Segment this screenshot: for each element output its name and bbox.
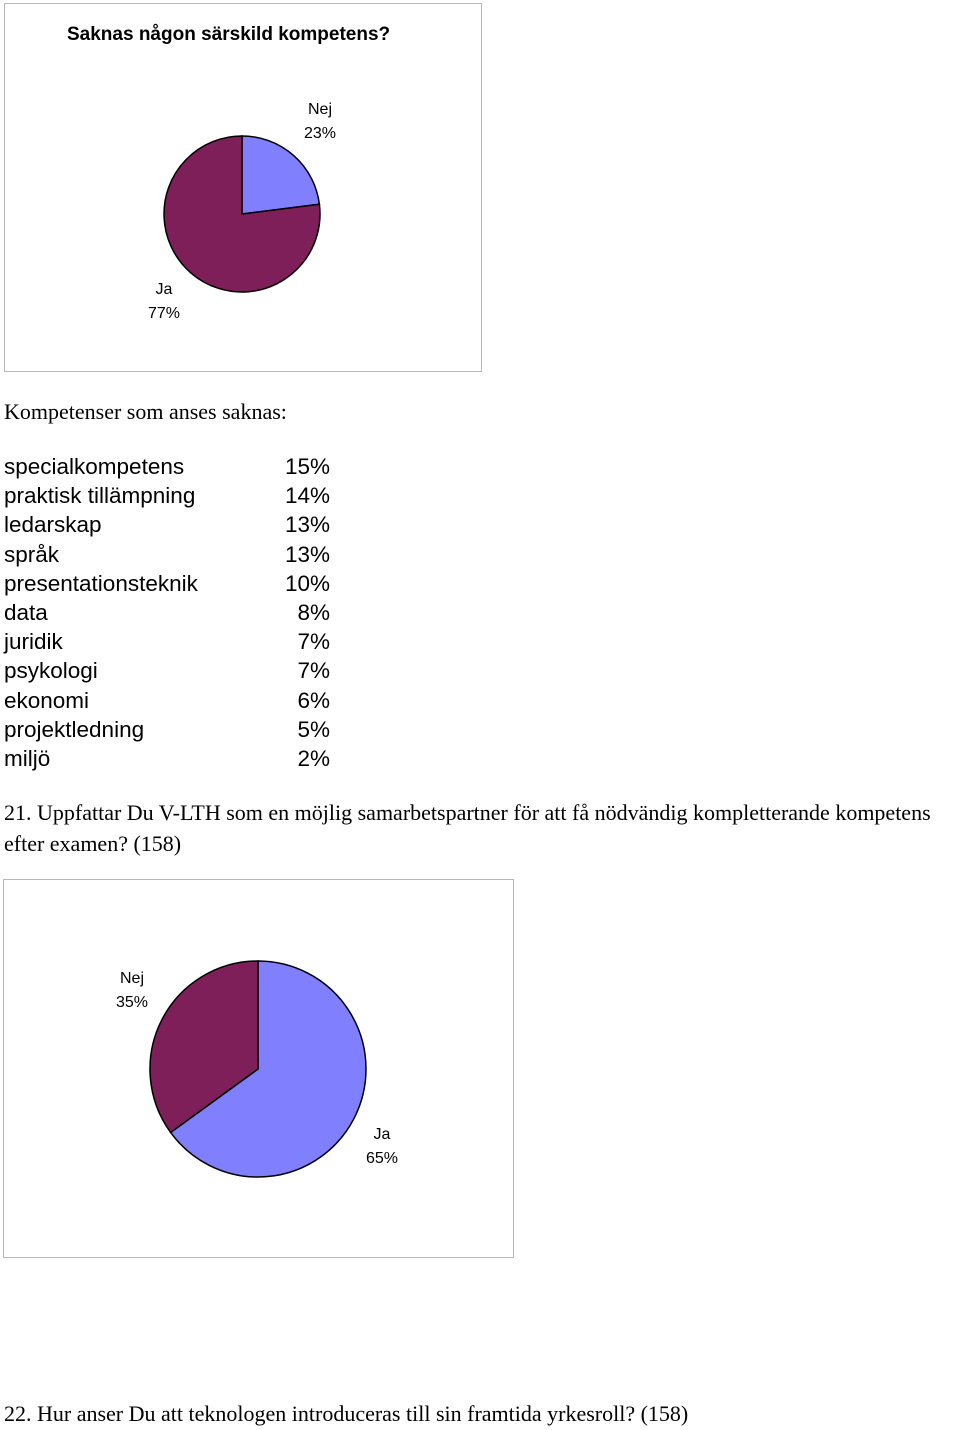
pie-slice-nej (242, 136, 319, 214)
pie-chart-missing-competence (4, 3, 482, 372)
skill-row (4, 627, 330, 656)
skill-percent: 2% (297, 745, 330, 771)
skill-row (4, 510, 330, 539)
skill-percent: 5% (297, 716, 330, 742)
skill-row (4, 598, 330, 627)
question-22: 22. Hur anser Du att teknologen introduceras till sin framtida yrkesroll? (158) (4, 1401, 689, 1426)
skill-row (4, 540, 330, 569)
skill-row (4, 452, 330, 481)
slice-value-label: 35% (115, 994, 149, 1011)
pie-chart-vlth-partner (3, 879, 514, 1258)
skill-name: praktisk tillämpning (4, 483, 196, 509)
skill-percent: 10% (284, 570, 330, 596)
slice-label: Nej (307, 101, 333, 118)
skill-name: projektledning (4, 716, 145, 742)
skill-percent: 13% (284, 541, 330, 567)
slice-label: Nej (119, 970, 145, 987)
skill-row (4, 656, 330, 685)
skill-name: språk (4, 541, 60, 567)
slice-value-label: 77% (147, 305, 181, 322)
slice-label: Ja (373, 1126, 391, 1143)
skill-name: specialkompetens (4, 454, 185, 479)
pie-chart-svg (5, 4, 483, 373)
chart-title: Saknas någon särskild kompetens? (67, 24, 391, 45)
skill-name: data (4, 599, 48, 625)
slice-label: Ja (155, 281, 173, 298)
slice-value-label: 23% (303, 125, 337, 142)
skill-percent: 15% (284, 454, 330, 479)
question-21: 21. Uppfattar Du V-LTH som en möjlig samarbetspartner för att få nödvändig kompletterande kompetens efter examen? (158) (4, 800, 931, 856)
pie-chart-svg (4, 880, 515, 1259)
slice-value-label: 65% (365, 1150, 399, 1167)
skill-percent: 8% (297, 599, 330, 625)
skill-row (4, 686, 330, 715)
skill-row (4, 744, 330, 773)
skill-percent: 7% (297, 629, 330, 655)
skill-percent: 6% (297, 687, 330, 713)
skills-heading: Kompetenser som anses saknas: (4, 399, 287, 424)
skill-name: miljö (4, 745, 51, 771)
skill-name: presentationsteknik (4, 570, 198, 596)
skill-row (4, 569, 330, 598)
skill-name: ekonomi (4, 687, 90, 713)
skill-row (4, 715, 330, 744)
skill-percent: 7% (297, 658, 330, 684)
skill-percent: 13% (284, 512, 330, 538)
skill-name: juridik (4, 629, 63, 655)
skill-name: psykologi (4, 658, 98, 684)
skill-row (4, 481, 330, 510)
skill-percent: 14% (284, 483, 330, 509)
skills-table (4, 452, 330, 773)
skill-name: ledarskap (4, 512, 102, 538)
